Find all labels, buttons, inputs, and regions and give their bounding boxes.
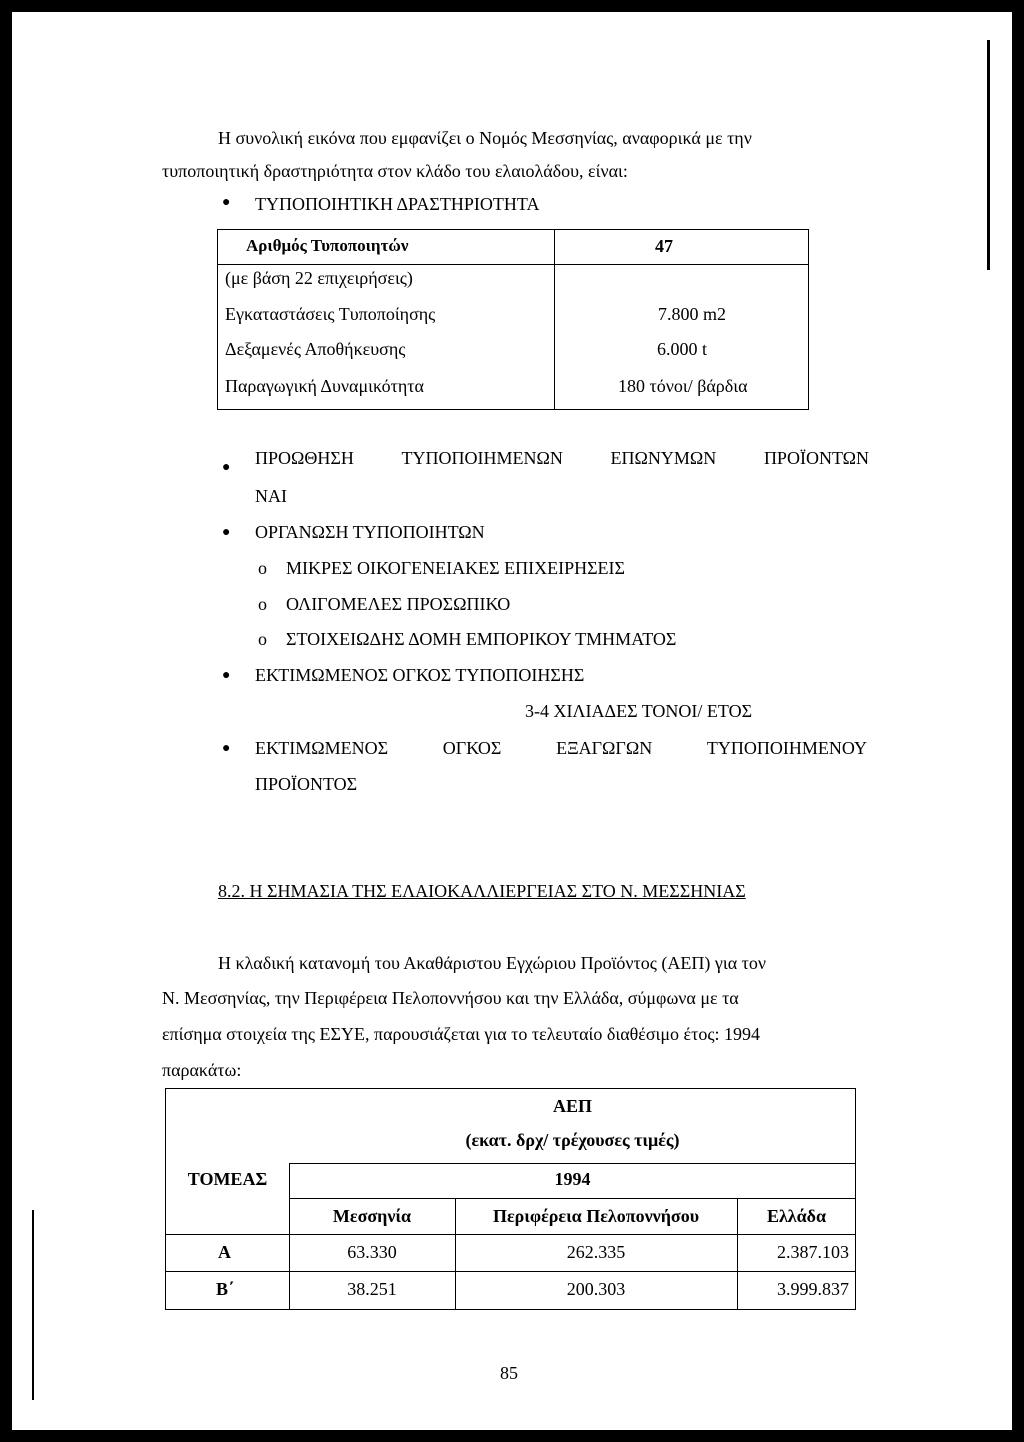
table-row-value: 6.000 t — [657, 339, 708, 359]
table-row-label: Δεξαμενές Αποθήκευσης — [225, 339, 406, 359]
table-cell: 63.330 — [347, 1242, 397, 1262]
paragraph-line-4: παρακάτω: — [162, 1060, 242, 1080]
intro-line-1: Η συνολική εικόνα που εμφανίζει ο Νομός Μεσσηνίας, αναφορικά με την — [218, 128, 752, 148]
bullet-exports — [255, 737, 867, 759]
bullet-word: ΕΞΑΓΩΓΩΝ — [556, 738, 653, 758]
producers-table — [217, 229, 809, 410]
producers-count-label: Αριθμός Τυποποιητών — [246, 236, 409, 255]
bullet-volume-answer: 3-4 ΧΙΛΙΑΔΕΣ ΤΟΝΟΙ/ ΕΤΟΣ — [525, 701, 753, 721]
table-cell: 200.303 — [566, 1279, 626, 1299]
bullet-dot: ● — [222, 741, 231, 756]
table-header-divider — [218, 264, 808, 265]
gdp-table — [165, 1088, 856, 1310]
paragraph-line-1: Η κλαδική κατανομή του Ακαθάριστου Εγχώριου Προϊόντος (ΑΕΠ) για τον — [218, 953, 766, 973]
table-row-label: Εγκαταστάσεις Τυποποίησης — [225, 304, 436, 324]
sector-header: ΤΟΜΕΑΣ — [187, 1169, 268, 1189]
bullet-word: ΠΡΟΩΘΗΣΗ — [255, 448, 354, 468]
bullet-word: ΟΓΚΟΣ — [442, 738, 502, 758]
bullet-word: ΠΡΟΪΟΝΤΩΝ — [763, 448, 869, 468]
sub-bullet-item: ΟΛΙΓΟΜΕΛΕΣ ΠΡΟΣΩΠΙΚΟ — [286, 594, 511, 614]
bullet-organisation: ΟΡΓΑΝΩΣΗ ΤΥΠΟΠΟΙΗΤΩΝ — [255, 522, 485, 542]
gdp-subtitle: (εκατ. δρχ/ τρέχουσες τιμές) — [465, 1130, 680, 1150]
sub-bullet-marker: o — [258, 629, 267, 649]
bullet-dot: ● — [222, 460, 231, 475]
table-row-sector: Β΄ — [216, 1279, 234, 1299]
table-cell: 262.335 — [566, 1242, 626, 1262]
table-column-divider — [554, 230, 555, 409]
bullet-dot: ● — [222, 195, 231, 210]
bullet-promotion — [255, 447, 869, 469]
bullet-exports-line-2: ΠΡΟΪΟΝΤΟΣ — [255, 774, 358, 794]
intro-line-2: τυποποιητική δραστηριότητα στον κλάδο του ελαιολάδου, είναι: — [162, 161, 628, 181]
column-header: Ελλάδα — [766, 1206, 827, 1226]
bullet-word: ΕΠΩΝΥΜΩΝ — [610, 448, 717, 468]
scan-margin-line — [987, 40, 990, 270]
sub-bullet-item: ΣΤΟΙΧΕΙΩΔΗΣ ΔΟΜΗ ΕΜΠΟΡΙΚΟΥ ΤΜΗΜΑΤΟΣ — [286, 629, 677, 649]
page-number: 85 — [500, 1363, 518, 1383]
section-heading: 8.2. Η ΣΗΜΑΣΙΑ ΤΗΣ ΕΛΑΙΟΚΑΛΛΙΕΡΓΕΙΑΣ ΣΤΟ Ν. ΜΕΣΣΗΝΙΑΣ — [218, 881, 746, 901]
bullet-dot: ● — [222, 668, 231, 683]
table-row-sector: Α — [218, 1242, 231, 1262]
bullet-typopoiitiki: ΤΥΠΟΠΟΙΗΤΙΚΗ ΔΡΑΣΤΗΡΙΟΤΗΤΑ — [255, 194, 540, 214]
year-header: 1994 — [554, 1169, 591, 1189]
scan-margin-line — [32, 1210, 34, 1400]
paragraph-line-2: Ν. Μεσσηνίας, την Περιφέρεια Πελοποννήσου και την Ελλάδα, σύμφωνα με τα — [162, 988, 739, 1008]
sub-bullet-marker: o — [258, 558, 267, 578]
sub-bullet-marker: o — [258, 594, 267, 614]
table-row-label: (με βάση 22 επιχειρήσεις) — [225, 268, 413, 288]
bullet-volume: ΕΚΤΙΜΩΜΕΝΟΣ ΟΓΚΟΣ ΤΥΠΟΠΟΙΗΣΗΣ — [255, 665, 585, 685]
bullet-word: ΤΥΠΟΠΟΙΗΜΕΝΟΥ — [706, 738, 867, 758]
table-row-value: 180 τόνοι/ βάρδια — [618, 376, 748, 396]
bullet-answer: ΝΑΙ — [255, 486, 287, 506]
table-row-label: Παραγωγική Δυναμικότητα — [225, 376, 424, 396]
paragraph-line-3: επίσημα στοιχεία της ΕΣΥΕ, παρουσιάζεται για το τελευταίο διαθέσιμο έτος: 1994 — [162, 1024, 760, 1044]
bullet-word: ΤΥΠΟΠΟΙΗΜΕΝΩΝ — [401, 448, 563, 468]
column-header: Περιφέρεια Πελοποννήσου — [492, 1206, 700, 1226]
table-cell: 2.387.103 — [777, 1242, 849, 1262]
bullet-word: ΕΚΤΙΜΩΜΕΝΟΣ — [255, 738, 389, 758]
column-header: Μεσσηνία — [332, 1206, 412, 1226]
gdp-title: ΑΕΠ — [552, 1096, 592, 1116]
table-cell: 38.251 — [347, 1279, 397, 1299]
sub-bullet-item: ΜΙΚΡΕΣ ΟΙΚΟΓΕΝΕΙΑΚΕΣ ΕΠΙΧΕΙΡΗΣΕΙΣ — [286, 558, 626, 578]
table-cell: 3.999.837 — [777, 1279, 849, 1299]
bullet-dot: ● — [222, 525, 231, 540]
table-row-value: 7.800 m2 — [658, 304, 727, 324]
producers-count-value: 47 — [655, 236, 673, 256]
